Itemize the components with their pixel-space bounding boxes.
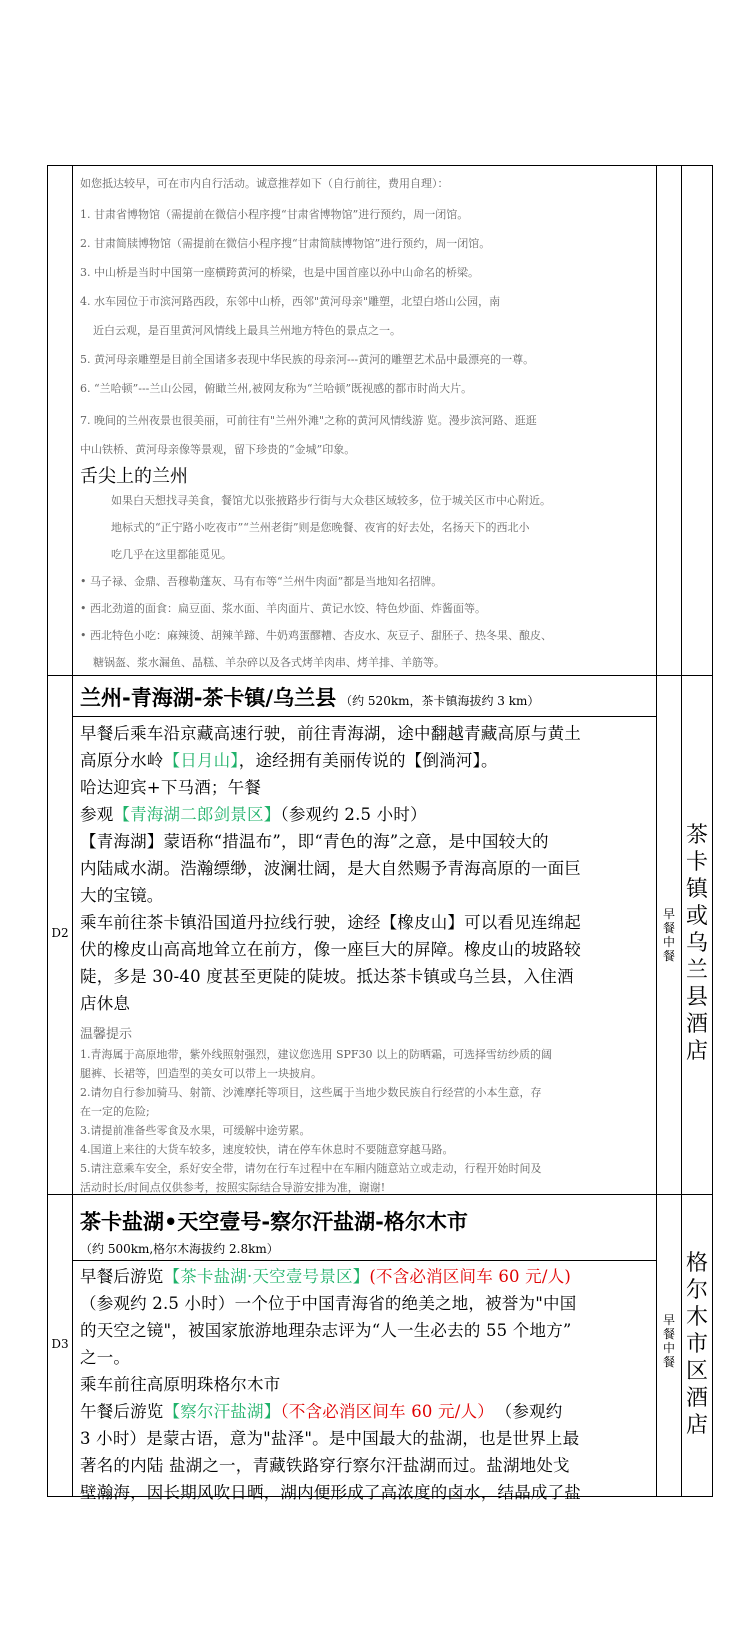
- d2-line-4a: 参观: [80, 805, 114, 824]
- col-divider-hotel: [681, 165, 682, 1497]
- d3-line-3: 的天空之镜"，被国家旅游地理杂志评为“人一生必去的 55 个地方”: [80, 1321, 572, 1340]
- d3-line-6a: 午餐后游览: [80, 1402, 164, 1421]
- food-bullet-3: • 西北特色小吃：麻辣烫、胡辣羊蹄、牛奶鸡蛋醪糟、杏皮水、灰豆子、甜胚子、热冬果、酿皮、: [80, 629, 552, 642]
- d2-line-5: 【青海湖】蒙语称“措温布”，即“青色的海”之意，是中国较大的: [80, 832, 549, 851]
- meal-char: 中: [662, 1341, 675, 1355]
- hotel-char: 卡: [685, 850, 708, 875]
- tip-line: 1.青海属于高原地带，紫外线照射强烈，建议您选用 SPF30 以上的防晒霜，可选择雪纺纱质的阔: [80, 1048, 553, 1061]
- qarhan-extra-fee: （不含必消区间车 60 元/人）: [280, 1402, 494, 1421]
- chaka-extra-fee: (不含必消区间车 60 元/人): [369, 1267, 571, 1286]
- d3-line-7: 3 小时）是蒙古语，意为"盐泽"。是中国最大的盐湖，也是世界上最: [80, 1429, 580, 1448]
- d2-line-8: 乘车前往茶卡镇沿国道丹拉线行驶，途经【橡皮山】可以看见连绵起: [80, 913, 581, 932]
- meal-char: 中: [662, 935, 675, 949]
- food-bullet-2: • 西北劲道的面食：扁豆面、浆水面、羊肉面片、黄记水饺、特色炒面、炸酱面等。: [80, 602, 486, 615]
- hotel-char: 市: [685, 1332, 708, 1357]
- food-para-1: 如果白天想找寻美食，餐馆尤以张掖路步行街与大众巷区域较多，位于城关区市中心附近。: [111, 494, 551, 507]
- d3-line-6b: （参观约: [503, 1402, 563, 1421]
- hotel-char: 店: [685, 1413, 708, 1438]
- qinghai-lake-highlight: 【青海湖二郎剑景区】: [113, 805, 281, 824]
- hotel-char: 尔: [685, 1278, 708, 1303]
- d3-body: [80, 1263, 654, 1506]
- hotel-char: 木: [685, 1305, 708, 1330]
- d2-line-6: 内陆咸水湖。浩瀚缥缈，波澜壮阔，是大自然赐予青海高原的一面巨: [80, 859, 581, 878]
- d2-line-7: 大的宝镜。: [80, 886, 164, 905]
- d2-line-1: 早餐后乘车沿京藏高速行驶，前往青海湖，途中翻越青藏高原与黄土: [80, 724, 581, 743]
- d2-line-2: [80, 747, 654, 774]
- chaka-salt-lake-highlight: 【茶卡盐湖·天空壹号景区】: [163, 1267, 370, 1286]
- d3-title: 茶卡盐湖•天空壹号-察尔汗盐湖-格尔木市: [80, 1210, 468, 1234]
- hotel-char: 县: [685, 985, 708, 1010]
- hotel-char: 或: [685, 904, 708, 929]
- tip-line: 5.请注意乘车安全，系好安全带，请勿在行车过程中在车厢内随意站立或走动，行程开始时间及: [80, 1162, 542, 1175]
- tip-line: 在一定的危险;: [80, 1105, 150, 1118]
- d3-line-8: 著名的内陆 盐湖之一，青藏铁路穿行察尔汗盐湖而过。盐湖地处戈: [80, 1456, 570, 1475]
- d3-meal: [662, 1313, 676, 1369]
- d2-meal: [662, 907, 676, 963]
- d2-tips: [80, 1045, 552, 1197]
- d3-line-9: 壁瀚海，因长期风吹日晒，湖内便形成了高浓度的卤水，结晶成了盐: [80, 1483, 581, 1502]
- meal-char: 餐: [662, 1355, 675, 1369]
- col-divider-meal: [656, 165, 657, 1497]
- d1-item-6: 6. “兰哈顿”---兰山公园，俯瞰兰州,被网友称为“兰哈顿”既视感的都市时尚大片。: [80, 382, 473, 395]
- d3-line-5: 乘车前往高原明珠格尔木市: [80, 1375, 281, 1394]
- d1-item-2: 2. 甘肃简牍博物馆（需提前在微信小程序搜“甘肃简牍博物馆”进行预约，周一闭馆。: [80, 237, 491, 250]
- food-para-2: 地标式的“正宁路小吃夜市”“兰州老街”则是您晚餐、夜宵的好去处，名扬天下的西北小: [111, 521, 530, 534]
- d1-item-7: 7. 晚间的兰州夜景也很美丽，可前往有"兰州外滩"之称的黄河风情线游 览。漫步滨河路、逛逛: [80, 414, 537, 427]
- hotel-char: 乌: [685, 931, 708, 956]
- d1-item-3: 3. 中山桥是当时中国第一座横跨黄河的桥梁，也是中国首座以孙中山命名的桥梁。: [80, 266, 479, 279]
- food-para-3: 吃几乎在这里都能觅见。: [111, 548, 232, 561]
- row-divider-d2-title: [72, 716, 656, 717]
- hotel-char: 格: [685, 1251, 708, 1276]
- d2-line-4: [80, 801, 654, 828]
- tip-line: 2.请勿自行参加骑马、射箭、沙滩摩托等项目，这些属于当地少数民族自行经营的小本生意，存: [80, 1086, 542, 1099]
- d1-item-1: 1. 甘肃省博物馆（需提前在微信小程序搜“甘肃省博物馆”进行预约，周一闭馆。: [80, 208, 469, 221]
- meal-char: 餐: [662, 949, 675, 963]
- food-section-title: 舌尖上的兰州: [80, 466, 188, 487]
- d3-line-1: [80, 1263, 654, 1290]
- meal-char: 餐: [662, 1327, 675, 1341]
- hotel-char: 茶: [685, 823, 708, 848]
- food-bullet-1: • 马子禄、金鼎、吾穆勒蓬灰、马有布等“兰州牛肉面”都是当地知名招牌。: [80, 575, 443, 588]
- day-label-d2: D2: [51, 926, 69, 940]
- d2-body: [80, 720, 654, 1017]
- d3-line-2: （参观约 2.5 小时）一个位于中国青海省的绝美之地，被誉为"中国: [80, 1294, 577, 1313]
- qarhan-salt-lake-highlight: 【察尔汗盐湖】: [163, 1402, 281, 1421]
- d1-item-5: 5. 黄河母亲雕塑是目前全国诸多表现中华民族的母亲河---黄河的雕塑艺术品中最漂亮的一尊。: [80, 353, 535, 366]
- d2-title-row: [80, 682, 539, 712]
- d2-hotel: [685, 822, 709, 1065]
- d3-hotel: [685, 1250, 709, 1439]
- d2-line-10: 陡，多是 30-40 度甚至更陡的陡坡。抵达茶卡镇或乌兰县，入住酒: [80, 967, 574, 986]
- meal-char: 餐: [662, 921, 675, 935]
- d2-title-note: （约 520km，茶卡镇海拔约 3 km）: [340, 694, 540, 708]
- d1-item-7-cont: 中山铁桥、黄河母亲像等景观，留下珍贵的“金城”印象。: [80, 443, 356, 456]
- day-label-d3: D3: [51, 1337, 69, 1351]
- d2-line-3: 哈达迎宾+下马酒；午餐: [80, 778, 262, 797]
- row-divider-d3-title: [72, 1260, 656, 1261]
- hotel-char: 酒: [685, 1012, 708, 1037]
- d3-line-6: [80, 1398, 654, 1425]
- tip-line: 腿裤、长裙等，凹造型的美女可以带上一块披肩。: [80, 1067, 322, 1080]
- d2-line-11: 店休息: [80, 994, 131, 1013]
- d2-line-4b: （参观约 2.5 小时）: [280, 805, 427, 824]
- tip-line: 4.国道上来往的大货车较多，速度较快，请在停车休息时不要随意穿越马路。: [80, 1143, 454, 1156]
- hotel-char: 酒: [685, 1386, 708, 1411]
- d2-line-2a: 高原分水岭: [80, 751, 164, 770]
- hotel-char: 兰: [685, 958, 708, 983]
- d1-item-4: 4. 水车园位于市滨河路西段，东邻中山桥，西邻"黄河母亲"雕塑，北望白塔山公园，南: [80, 295, 501, 308]
- d2-tips-title: 温馨提示: [80, 1027, 133, 1042]
- d3-line-1a: 早餐后游览: [80, 1267, 164, 1286]
- d2-line-9: 伏的橡皮山高高地耸立在前方，像一座巨大的屏障。橡皮山的坡路较: [80, 940, 581, 959]
- hotel-char: 区: [685, 1359, 708, 1384]
- meal-char: 早: [662, 1313, 675, 1327]
- d3-line-4: 之一。: [80, 1348, 131, 1367]
- sunmoon-mountain-highlight: 【日月山】: [163, 751, 239, 770]
- d2-title: 兰州-青海湖-茶卡镇/乌兰县: [80, 686, 337, 710]
- d1-item-4-cont: 近白云观，是百里黄河风情线上最具兰州地方特色的景点之一。: [93, 324, 401, 337]
- col-divider-day: [72, 165, 73, 1497]
- tip-line: 活动时长/时间点仅供参考，按照实际结合导游安排为准，谢谢!: [80, 1181, 386, 1194]
- hotel-char: 店: [685, 1039, 708, 1064]
- d1-intro: 如您抵达较早，可在市内自行活动。诚意推荐如下（自行前往，费用自理）：: [80, 177, 449, 190]
- food-bullet-3-cont: 糖锅盔、浆水漏鱼、晶糕、羊杂碎以及各式烤羊肉串、烤羊排、羊筋等。: [93, 656, 445, 669]
- meal-char: 早: [662, 907, 675, 921]
- hotel-char: 镇: [685, 877, 708, 902]
- row-divider-d2: [47, 675, 713, 676]
- d3-title-note: （约 500km,格尔木海拔约 2.8km）: [80, 1242, 279, 1256]
- tip-line: 3.请提前准备些零食及水果，可缓解中途劳累。: [80, 1124, 311, 1137]
- d2-line-2b: ，途经拥有美丽传说的【倒淌河】。: [238, 751, 498, 770]
